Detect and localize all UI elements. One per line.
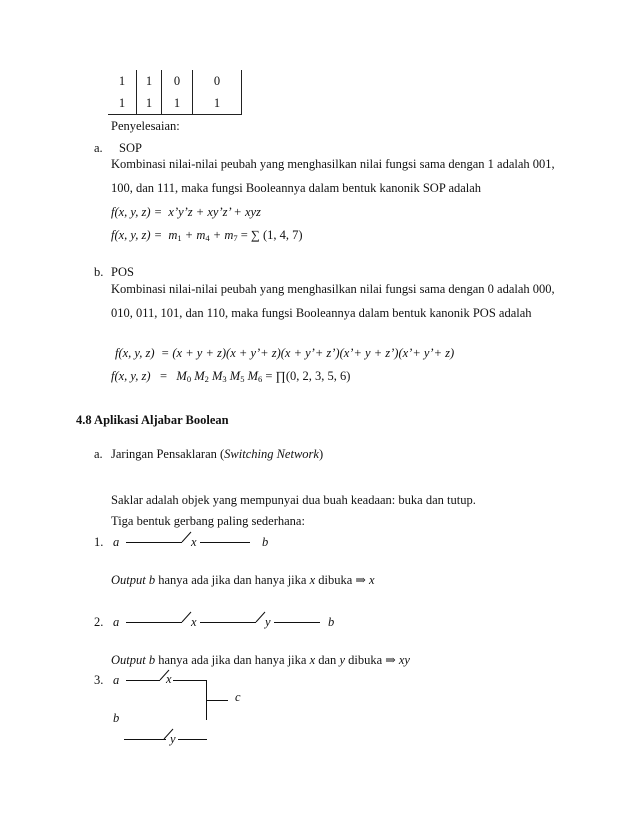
sop-eq1-lhs: f(x, y, z) =: [111, 205, 163, 219]
wire: [274, 622, 320, 623]
circuit-2-output: [111, 652, 410, 668]
table-row: [108, 70, 242, 92]
maxterm: M: [194, 369, 205, 383]
sop-equation-2: [111, 228, 303, 243]
output-text: hanya ada jika dan hanya jika: [155, 653, 310, 667]
circuit-1-label-b: b: [262, 535, 269, 549]
circuit-3-label-x: x: [166, 672, 172, 686]
sum-notation: = ∑ (1, 4, 7): [237, 228, 303, 242]
circuit-3-label-a: a: [113, 673, 120, 687]
wire: [173, 680, 207, 681]
wire: [200, 542, 250, 543]
output-text: dan: [315, 653, 340, 667]
pos-line2: 010, 011, 101, dan 110, maka fungsi Booleannya dalam bentuk kanonik POS adalah: [111, 306, 532, 320]
truth-table: [108, 70, 242, 115]
sop-equation-1: [111, 205, 261, 220]
minterm-index: 1: [177, 233, 182, 243]
maxterm-index: 0: [186, 374, 192, 384]
circuit-1-label-a: a: [113, 535, 120, 549]
circuit-3-label-y: y: [170, 732, 176, 746]
table-cell: 0: [162, 70, 193, 92]
item-a-marker: a.: [94, 447, 103, 461]
wire: [206, 700, 228, 701]
pos-equation-1: [115, 346, 454, 361]
maxterm: M: [211, 369, 223, 383]
pos-line1: Kombinasi nilai-nilai peubah yang menghasilkan nilai fungsi sama dengan 0 adalah 000,: [111, 282, 555, 296]
table-cell: 1: [137, 70, 162, 92]
wire: [126, 680, 160, 681]
circuit-1-output: [111, 572, 375, 588]
sop-eq1-rhs: x’y’z + xy’z’ + xyz: [168, 205, 261, 219]
pos-eq1-rhs: = (x + y + z)(x + y’+ z)(x + y’+ z’)(x’+ y + z’)(x’+ y’+ z): [160, 346, 455, 360]
maxterm-index: 5: [240, 374, 245, 384]
wire: [126, 542, 182, 543]
table-cell: 1: [193, 92, 242, 115]
circuit-3-label-c: c: [235, 690, 241, 704]
minterm: m: [168, 228, 178, 242]
wire: [200, 622, 256, 623]
wire: [126, 622, 182, 623]
output-text: hanya ada jika dan hanya jika: [155, 573, 310, 587]
circuit-2-label-x: x: [191, 615, 197, 629]
table-cell: 1: [108, 92, 137, 115]
output-label: Output b: [111, 653, 156, 667]
table-cell: 1: [137, 92, 162, 115]
maxterm-index: 3: [222, 374, 227, 384]
circuit-1-label-x: x: [191, 535, 197, 549]
output-result: xy: [398, 653, 410, 667]
sop-line2: 100, dan 111, maka fungsi Booleannya dalam bentuk kanonik SOP adalah: [111, 181, 482, 195]
circuit-1-marker: 1.: [94, 535, 104, 549]
maxterm: M: [229, 369, 241, 383]
wire: [124, 739, 166, 740]
circuit-2-marker: 2.: [94, 615, 104, 629]
output-text: dibuka ⇒: [315, 573, 369, 587]
sop-marker: a.: [94, 141, 103, 155]
product-notation: = ∏(0, 2, 3, 5, 6): [265, 369, 351, 383]
pos-equation-2: [111, 369, 350, 384]
output-var: x: [309, 653, 316, 667]
circuit-2-label-b: b: [328, 615, 335, 629]
table-cell: 0: [193, 70, 242, 92]
maxterm-index: 6: [258, 374, 263, 384]
pos-marker: b.: [94, 265, 104, 279]
minterm: + m: [209, 228, 234, 242]
pos-eq1-lhs: f(x, y, z): [115, 346, 155, 360]
circuit-3-label-b: b: [113, 711, 120, 725]
maxterm: M: [247, 369, 258, 383]
table-cell: 1: [162, 92, 193, 115]
wire: [178, 739, 207, 740]
output-var: y: [339, 653, 345, 667]
output-var: x: [309, 573, 316, 587]
gates-text: Tiga bentuk gerbang paling sederhana:: [111, 514, 305, 528]
section-title: 4.8 Aplikasi Aljabar Boolean: [76, 413, 229, 427]
circuit-2-label-y: y: [265, 615, 271, 629]
item-a-label: Jaringan Pensaklaran (: [111, 447, 225, 461]
pos-eq2-lhs: f(x, y, z): [111, 369, 151, 383]
sop-title: SOP: [119, 141, 142, 155]
pos-eq2-equals: =: [159, 369, 168, 383]
minterm-index: 7: [233, 233, 238, 243]
item-a-close: ): [318, 447, 324, 461]
circuit-3-marker: 3.: [94, 673, 104, 687]
sop-line1: Kombinasi nilai-nilai peubah yang menghasilkan nilai fungsi sama dengan 1 adalah 001,: [111, 157, 555, 171]
circuit-2-label-a: a: [113, 615, 120, 629]
solution-heading: Penyelesaian:: [111, 119, 180, 133]
minterm-index: 4: [205, 233, 210, 243]
table-cell: 1: [108, 70, 137, 92]
saklar-text: Saklar adalah objek yang mempunyai dua buah keadaan: buka dan tutup.: [111, 493, 476, 507]
maxterm-index: 2: [204, 374, 209, 384]
sop-eq2-lhs: f(x, y, z) =: [111, 228, 163, 242]
minterm: + m: [181, 228, 206, 242]
output-result: x: [369, 573, 375, 587]
maxterm: M: [176, 369, 187, 383]
item-a-text: [111, 447, 323, 462]
table-row: [108, 92, 242, 115]
item-a-italic: Switching Network: [224, 447, 319, 461]
output-label: Output b: [111, 573, 156, 587]
pos-title: POS: [111, 265, 134, 279]
output-text: dibuka ⇒: [345, 653, 399, 667]
